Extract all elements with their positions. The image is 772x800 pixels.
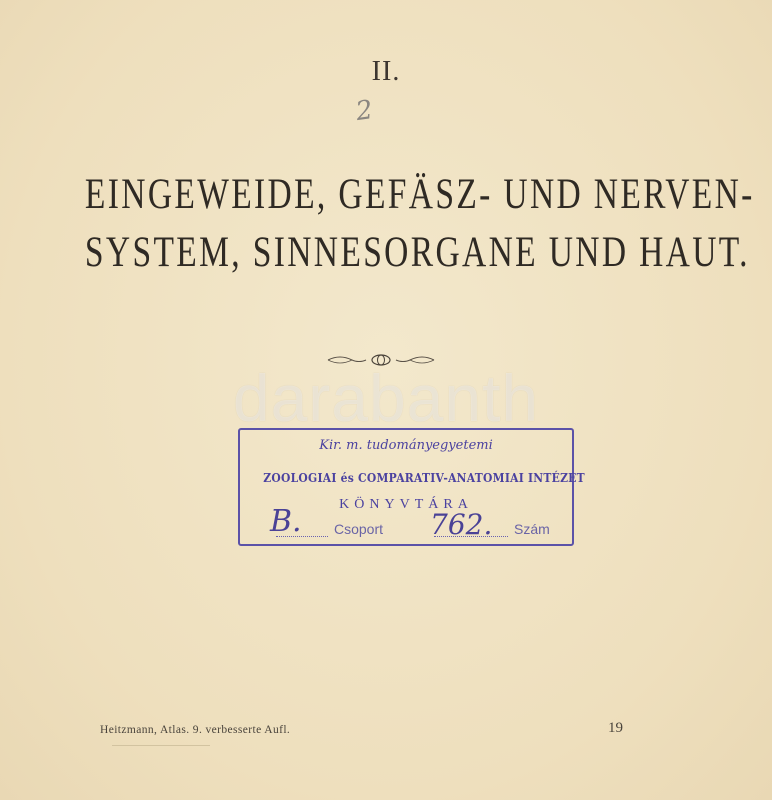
- handwritten-mark: 2: [353, 94, 375, 128]
- section-number: II.: [371, 56, 401, 87]
- stamp-line-1: Kir. m. tudományegyetemi: [319, 438, 493, 453]
- group-label: Csoport: [334, 521, 384, 537]
- library-stamp: [238, 428, 585, 546]
- stamp-line-2: ZOOLOGIAI és COMPARATIV-ANATOMIAI INTÉZET: [263, 470, 585, 485]
- footer-rule: [112, 745, 210, 746]
- page-number: 19: [608, 720, 623, 736]
- title-line-1: EINGEWEIDE, GEFÄSZ- UND NERVEN-: [84, 171, 755, 218]
- number-label: Szám: [514, 521, 550, 537]
- title-line-2: SYSTEM, SINNESORGANE UND HAUT.: [84, 229, 750, 276]
- watermark: darabanth: [232, 361, 540, 435]
- group-dotted-line: [276, 536, 328, 537]
- handwritten-group: B.: [270, 504, 302, 539]
- handwritten-number: 762.: [430, 508, 493, 541]
- stamp-line-3: KÖNYVTÁRA: [339, 497, 473, 512]
- footer-citation: Heitzmann, Atlas. 9. verbesserte Aufl.: [100, 724, 291, 736]
